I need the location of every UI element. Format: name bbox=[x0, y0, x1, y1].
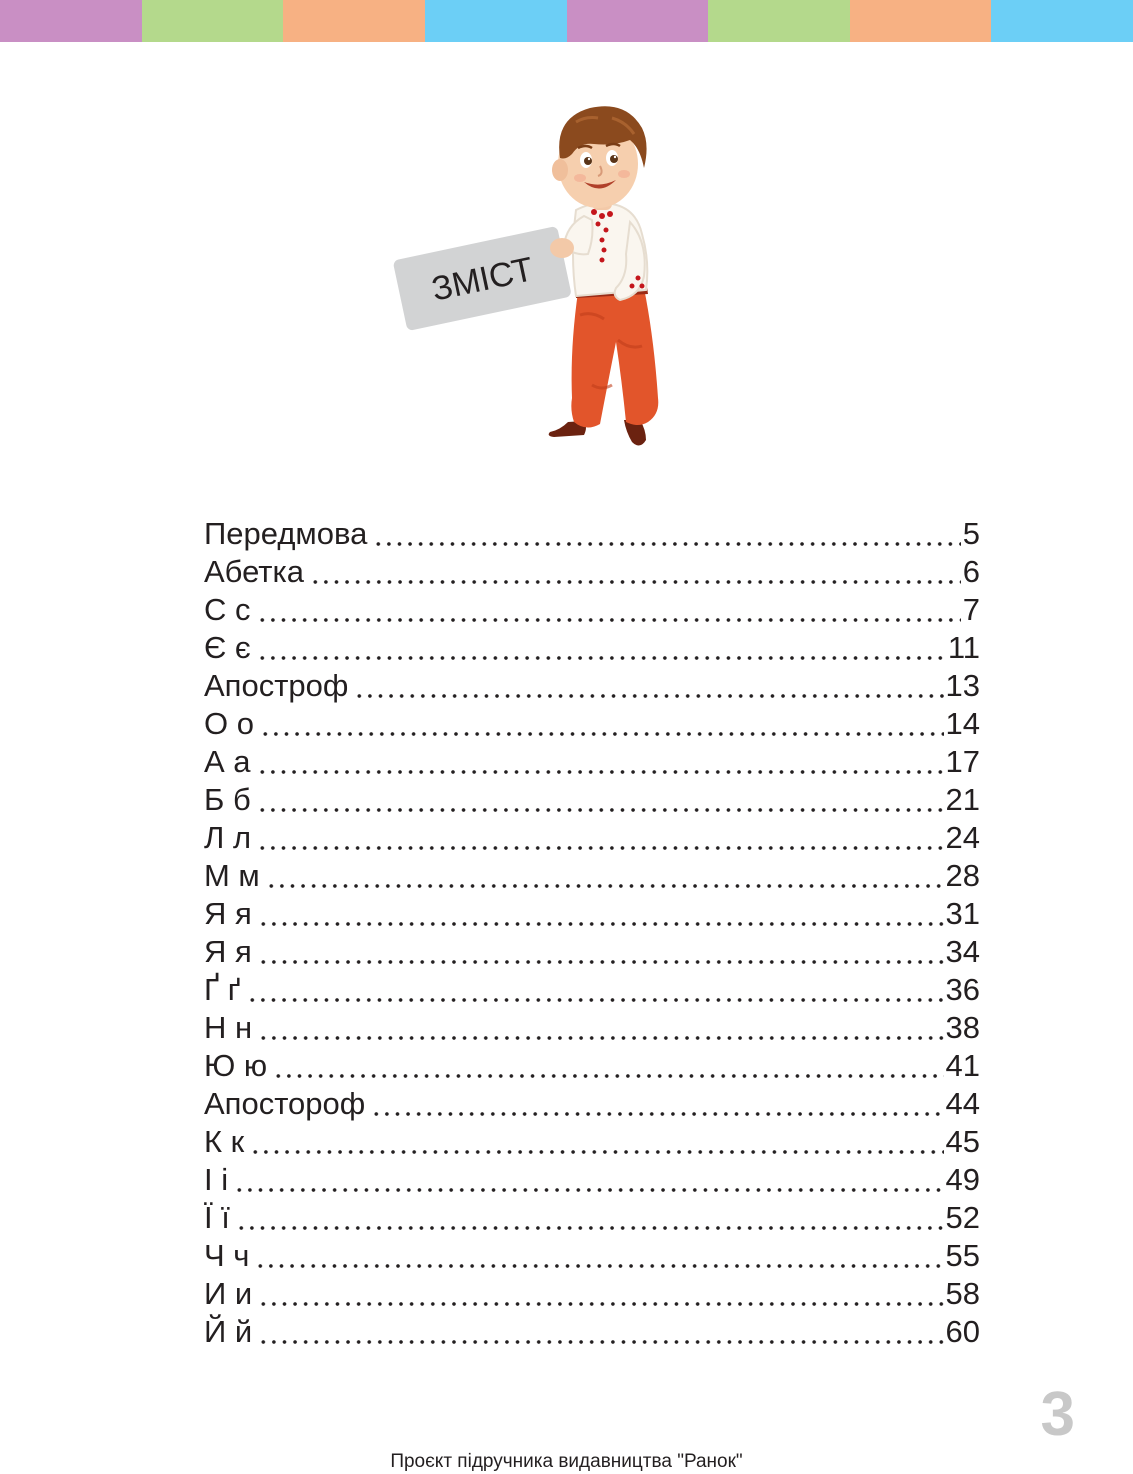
toc-entry bbox=[204, 1161, 980, 1199]
toc-dot-leader bbox=[257, 781, 944, 819]
toc-dot-leader bbox=[257, 819, 943, 857]
toc-entry-label: Є є bbox=[204, 630, 251, 665]
toc-entry-page: 17 bbox=[945, 744, 980, 779]
toc-entry-page: 44 bbox=[945, 1086, 980, 1121]
toc-dot-leader bbox=[260, 705, 944, 743]
toc-entry-label: Л л bbox=[204, 820, 252, 855]
toc-entry-page: 58 bbox=[945, 1276, 980, 1311]
toc-entry-page: 14 bbox=[945, 706, 980, 741]
toc-entry bbox=[204, 553, 980, 591]
toc-entry bbox=[204, 515, 980, 553]
toc-entry-label: І і bbox=[204, 1162, 229, 1197]
toc-entry bbox=[204, 1047, 980, 1085]
toc-entry-label: Й й bbox=[204, 1314, 253, 1349]
toc-entry-label: Абетка bbox=[204, 554, 304, 589]
hand bbox=[550, 238, 574, 258]
toc-entry bbox=[204, 1009, 980, 1047]
boy-illustration bbox=[380, 100, 680, 460]
table-of-contents bbox=[204, 515, 980, 1351]
toc-entry bbox=[204, 971, 980, 1009]
color-stripe bbox=[850, 0, 992, 42]
toc-dot-leader bbox=[354, 667, 943, 705]
toc-entry-page: 24 bbox=[945, 820, 980, 855]
sign-card bbox=[393, 226, 572, 331]
toc-dot-leader bbox=[258, 933, 944, 971]
toc-entry-label: Н н bbox=[204, 1010, 253, 1045]
toc-entry-label: М м bbox=[204, 858, 260, 893]
toc-dot-leader bbox=[273, 1047, 943, 1085]
toc-entry-label: К к bbox=[204, 1124, 245, 1159]
pants bbox=[571, 288, 658, 428]
toc-entry-label: Ґ ґ bbox=[204, 972, 241, 1007]
toc-entry-page: 60 bbox=[945, 1314, 980, 1349]
toc-entry-page: 7 bbox=[962, 592, 980, 627]
toc-dot-leader bbox=[247, 971, 944, 1009]
toc-entry-label: С с bbox=[204, 592, 251, 627]
color-stripe bbox=[142, 0, 284, 42]
toc-entry-page: 13 bbox=[945, 668, 980, 703]
toc-entry-page: 6 bbox=[962, 554, 980, 589]
toc-entry bbox=[204, 1123, 980, 1161]
toc-entry-page: 36 bbox=[945, 972, 980, 1007]
color-stripe bbox=[708, 0, 850, 42]
page-number: 3 bbox=[1040, 1380, 1075, 1449]
toc-dot-leader bbox=[310, 553, 961, 591]
toc-entry bbox=[204, 895, 980, 933]
toc-dot-leader bbox=[266, 857, 944, 895]
toc-dot-leader bbox=[257, 591, 961, 629]
toc-entry-page: 49 bbox=[945, 1162, 980, 1197]
toc-dot-leader bbox=[373, 515, 960, 553]
toc-dot-leader bbox=[250, 1123, 943, 1161]
toc-entry-page: 38 bbox=[945, 1010, 980, 1045]
toc-entry-label: Передмова bbox=[204, 516, 368, 551]
toc-entry-page: 21 bbox=[945, 782, 980, 817]
toc-entry-label: И и bbox=[204, 1276, 253, 1311]
color-stripe bbox=[425, 0, 567, 42]
toc-entry bbox=[204, 1313, 980, 1351]
toc-entry-page: 34 bbox=[945, 934, 980, 969]
color-stripe bbox=[991, 0, 1133, 42]
toc-entry bbox=[204, 1199, 980, 1237]
toc-entry-page: 11 bbox=[947, 630, 980, 665]
toc-entry bbox=[204, 781, 980, 819]
toc-entry-page: 45 bbox=[945, 1124, 980, 1159]
toc-entry-label: Ї ї bbox=[204, 1200, 230, 1235]
toc-entry bbox=[204, 1275, 980, 1313]
toc-entry-page: 52 bbox=[945, 1200, 980, 1235]
toc-entry bbox=[204, 1085, 980, 1123]
toc-entry bbox=[204, 819, 980, 857]
footer-publisher-note: Проєкт підручника видавництва "Ранок" bbox=[390, 1451, 743, 1472]
toc-entry-page: 31 bbox=[945, 896, 980, 931]
color-stripe bbox=[567, 0, 709, 42]
toc-entry-label: Ю ю bbox=[204, 1048, 268, 1083]
toc-entry-label: Ч ч bbox=[204, 1238, 250, 1273]
toc-entry bbox=[204, 1237, 980, 1275]
sign-text: ЗМІСТ bbox=[428, 250, 537, 309]
color-stripe-bar bbox=[0, 0, 1133, 42]
toc-dot-leader bbox=[258, 1009, 943, 1047]
toc-entry-page: 41 bbox=[945, 1048, 980, 1083]
toc-entry-page: 55 bbox=[945, 1238, 980, 1273]
toc-dot-leader bbox=[371, 1085, 943, 1123]
toc-entry bbox=[204, 857, 980, 895]
color-stripe bbox=[283, 0, 425, 42]
toc-dot-leader bbox=[236, 1199, 944, 1237]
toc-entry-label: Апосторoф bbox=[204, 1086, 366, 1121]
toc-entry bbox=[204, 705, 980, 743]
toc-dot-leader bbox=[234, 1161, 943, 1199]
toc-entry-label: А а bbox=[204, 744, 251, 779]
toc-entry-page: 5 bbox=[962, 516, 980, 551]
toc-entry bbox=[204, 591, 980, 629]
toc-entry-label: Б б bbox=[204, 782, 251, 817]
toc-entry-label: Я я bbox=[204, 934, 252, 969]
toc-dot-leader bbox=[258, 895, 944, 933]
toc-entry-label: О о bbox=[204, 706, 254, 741]
toc-entry-page: 28 bbox=[945, 858, 980, 893]
color-stripe bbox=[0, 0, 142, 42]
toc-entry-label: Апостроф bbox=[204, 668, 349, 703]
toc-dot-leader bbox=[257, 743, 944, 781]
toc-dot-leader bbox=[257, 629, 946, 667]
toc-entry-label: Я я bbox=[204, 896, 252, 931]
toc-dot-leader bbox=[258, 1275, 943, 1313]
toc-entry bbox=[204, 933, 980, 971]
toc-dot-leader bbox=[258, 1313, 943, 1351]
toc-dot-leader bbox=[255, 1237, 943, 1275]
toc-entry bbox=[204, 743, 980, 781]
toc-entry bbox=[204, 667, 980, 705]
toc-entry bbox=[204, 629, 980, 667]
